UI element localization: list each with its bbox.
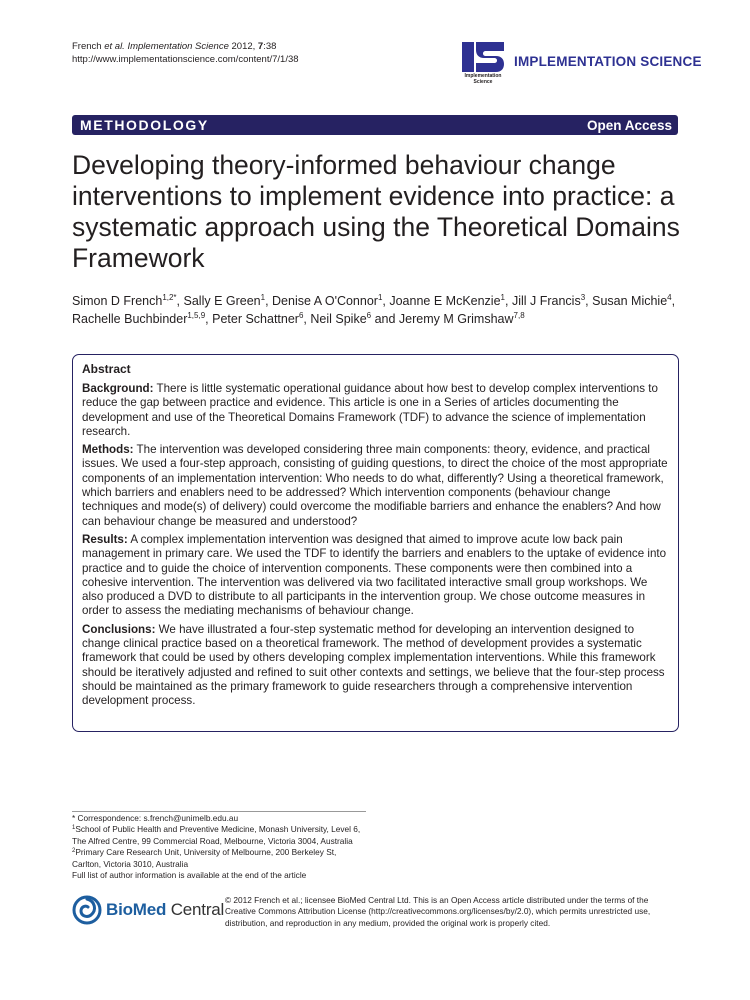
abstract-conclusions	[82, 623, 669, 709]
author-affiliation-mark: 1,2*	[162, 293, 177, 302]
abstract-section-text: A complex implementation intervention was designed that aimed to improve acute low back pain management in primary care. We used the TDF to identify the barriers and enablers to the uptake of evidence into practice and to guide the choice of intervention components. These components were then combined into a cohesive intervention. The intervention was delivered via two facilitated interactive small group workshops. We also produced a DVD to distribute to all participants in the intervention group. We chose outcome measures in order to assess the mediating mechanisms of behaviour change.	[82, 532, 667, 618]
journal-name: IMPLEMENTATION SCIENCE	[514, 54, 702, 69]
logo-caption-line2: Science	[473, 79, 493, 85]
affiliation-line: School of Public Health and Preventive Medicine, Monash University, Level 6,	[75, 824, 361, 835]
author-affiliation-mark: 6	[366, 311, 372, 320]
author-affiliation-mark: 1	[500, 293, 505, 302]
author-separator: ,	[265, 294, 273, 308]
article-type: METHODOLOGY	[80, 117, 209, 133]
affiliation-1-cont: The Alfred Centre, 99 Commercial Road, Melbourne, Victoria 3004, Australia	[72, 835, 353, 846]
implementation-science-logo-icon	[462, 42, 504, 72]
article-title: Developing theory-informed behaviour change interventions to implement evidence into practice: a systematic approach using the Theoretical Domains Framework	[72, 150, 680, 273]
author-name: Rachelle Buchbinder	[72, 312, 188, 326]
author-affiliation-mark: 3	[580, 293, 586, 302]
citation-volume: 7	[257, 41, 264, 52]
author-separator: ,	[505, 294, 512, 308]
author-list	[72, 292, 687, 328]
author-separator: ,	[176, 294, 184, 308]
publisher-name	[106, 900, 224, 920]
author-separator: and	[371, 312, 399, 326]
author-name: Joanne E McKenzie	[389, 294, 501, 308]
publisher-name-regular: Central	[166, 900, 225, 919]
abstract-heading: Abstract	[82, 362, 131, 376]
citation-line	[72, 40, 299, 53]
affiliation-1	[72, 824, 372, 835]
author-name: Simon D French	[72, 294, 163, 308]
journal-logo	[462, 42, 702, 85]
biomed-central-swirl-icon	[72, 895, 102, 925]
journal-logo-mark	[462, 42, 504, 85]
author-affiliation-mark: 1	[260, 293, 266, 302]
author-separator: ,	[671, 294, 676, 308]
author-name: Neil Spike	[310, 312, 367, 326]
author-name: Jeremy M Grimshaw	[398, 312, 514, 326]
citation-year: 2012,	[231, 41, 256, 52]
author-name: Sally E Green	[183, 294, 261, 308]
full-author-info-note: Full list of author information is available at the end of the article	[72, 870, 307, 881]
abstract-section-text: The intervention was developed considering three main components: theory, evidence, and practical issues. We used a four-step approach, consisting of guiding questions, to direct the choice of the most appropriate components of an implementation intervention: Who needs to do what, differently? Using a theoretical framework, which barriers and enablers need to be addressed? Which intervention components (behaviour change techniques and mode(s) of delivery) could overcome the modifiable barriers and enhance the enablers? And how can behaviour change be measured and understood?	[82, 443, 668, 528]
author-separator: ,	[303, 312, 311, 326]
abstract-section-text: There is little systematic operational guidance about how best to develop complex interventions to reduce the gap between practice and evidence. This article is one in a Series of articles documenting the development and use of the Theoretical Domains Framework (TDF) to advance the science of implementation research.	[82, 382, 658, 438]
abstract-box	[72, 354, 679, 732]
biomed-central-logo	[72, 895, 224, 925]
license-text: © 2012 French et al.; licensee BioMed Central Ltd. This is an Open Access article distributed under the terms of the Creative Commons Attribution License (http://creativecommons.org/licenses/by/2.0), which permits unrestricted use, distribution, and reproduction in any medium, provided the original work is properly cited.	[225, 895, 651, 928]
author-affiliation-mark: 6	[298, 311, 304, 320]
author-affiliation-mark: 7,8	[513, 311, 525, 320]
article-citation	[72, 40, 299, 66]
affiliation-mark: 1	[72, 825, 76, 832]
author-affiliation-mark: 1,5,9	[187, 311, 206, 320]
abstract-methods	[82, 443, 669, 529]
author-separator: ,	[205, 312, 213, 326]
author-name: Jill J Francis	[511, 294, 581, 308]
abstract-section-label: Background:	[82, 382, 154, 395]
abstract-section-label: Methods:	[82, 443, 134, 457]
abstract-section-text: We have illustrated a four-step systematic method for developing an intervention designed to change clinical practice based on a theoretical framework. The method of development provides a systematic framework that could be used by others developing complex implementation interventions. While this framework should be iteratively adjusted and refined to suit other contexts and settings, we believe that the four-step process should be maintained as the primary framework to guide researchers through a comprehensive intervention development process.	[82, 622, 665, 708]
author-name: Denise A O'Connor	[272, 294, 378, 308]
article-url[interactable]: http://www.implementationscience.com/content/7/1/38	[72, 54, 299, 65]
abstract-results	[82, 533, 669, 619]
abstract-background	[82, 382, 669, 439]
author-affiliation-mark: 1	[377, 293, 383, 302]
footnote-divider	[72, 811, 366, 812]
author-separator: ,	[585, 294, 593, 308]
author-name: Peter Schattner	[212, 312, 299, 326]
abstract-section-label: Conclusions:	[82, 622, 156, 636]
author-affiliation-mark: 4	[667, 293, 672, 302]
logo-caption-line1: Implementation	[464, 73, 502, 79]
author-separator: ,	[382, 294, 390, 308]
affiliation-2-cont: Carlton, Victoria 3010, Australia	[72, 858, 189, 869]
article-type-banner	[72, 115, 678, 135]
citation-article-number: :38	[263, 41, 277, 52]
footnotes	[72, 813, 372, 881]
journal-logo-caption	[462, 73, 504, 85]
affiliation-2	[72, 847, 372, 858]
affiliation-mark: 2	[72, 848, 76, 855]
abstract-section-label: Results:	[82, 532, 128, 546]
correspondence-email[interactable]: * Correspondence: s.french@unimelb.edu.au	[72, 813, 239, 823]
affiliation-line: Primary Care Research Unit, University of Melbourne, 200 Berkeley St,	[75, 847, 337, 858]
citation-author: French	[72, 41, 102, 52]
open-access-label: Open Access	[586, 117, 672, 133]
author-name: Susan Michie	[592, 294, 668, 308]
publisher-name-bold: BioMed	[106, 900, 167, 919]
citation-journal: Implementation Science	[127, 41, 229, 52]
citation-etal: et al.	[104, 41, 125, 52]
